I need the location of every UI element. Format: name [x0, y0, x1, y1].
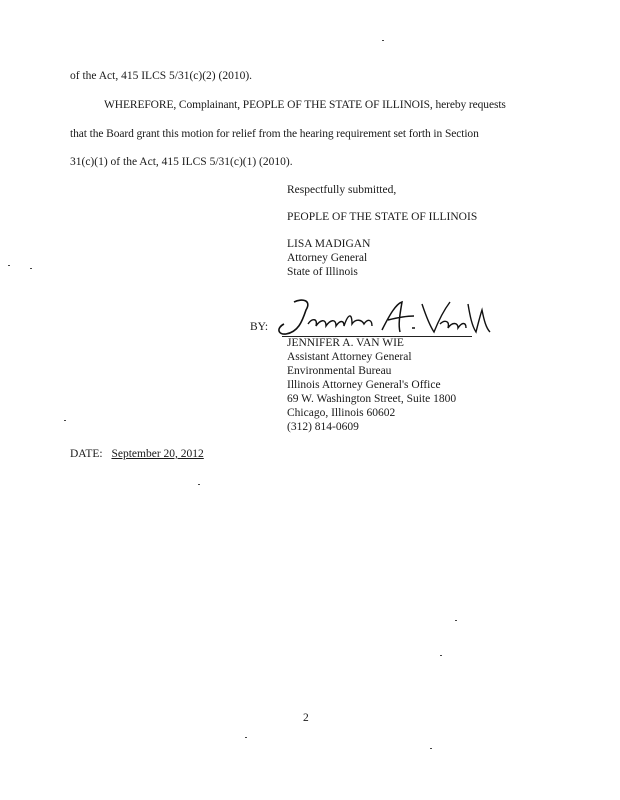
signer-bureau: Environmental Bureau	[287, 365, 392, 377]
party-name: PEOPLE OF THE STATE OF ILLINOIS	[287, 211, 478, 223]
scan-speck	[382, 40, 384, 41]
body-line-3: that the Board grant this motion for relief from the hearing requirement set forth in Section	[70, 128, 479, 140]
signer-office: Illinois Attorney General's Office	[287, 379, 441, 391]
signer-city: Chicago, Illinois 60602	[287, 407, 396, 419]
scan-speck	[30, 268, 32, 269]
attorney-general-title: Attorney General	[287, 252, 368, 264]
body-line-1: of the Act, 415 ILCS 5/31(c)(2) (2010).	[70, 70, 253, 82]
scan-speck	[440, 655, 442, 656]
scan-speck	[245, 737, 247, 738]
signer-address: 69 W. Washington Street, Suite 1800	[287, 393, 457, 405]
signer-name: JENNIFER A. VAN WIE	[287, 337, 404, 349]
date-value: September 20, 2012	[111, 448, 204, 460]
scan-speck	[198, 484, 200, 485]
attorney-general-name: LISA MADIGAN	[287, 238, 371, 250]
scan-speck	[64, 420, 66, 421]
attorney-general-state: State of Illinois	[287, 266, 358, 278]
by-label: BY:	[250, 321, 269, 333]
body-line-2: WHEREFORE, Complainant, PEOPLE OF THE STATE OF ILLINOIS, hereby requests	[104, 99, 506, 111]
date-row	[70, 448, 204, 460]
signer-phone: (312) 814-0609	[287, 421, 359, 433]
scan-speck	[455, 620, 457, 621]
signer-title: Assistant Attorney General	[287, 351, 412, 363]
page-number: 2	[303, 712, 309, 724]
scan-speck	[430, 748, 432, 749]
scan-speck	[8, 265, 10, 266]
date-label: DATE:	[70, 448, 103, 460]
body-line-4: 31(c)(1) of the Act, 415 ILCS 5/31(c)(1) (2010).	[70, 156, 293, 168]
closing-text: Respectfully submitted,	[287, 184, 397, 196]
